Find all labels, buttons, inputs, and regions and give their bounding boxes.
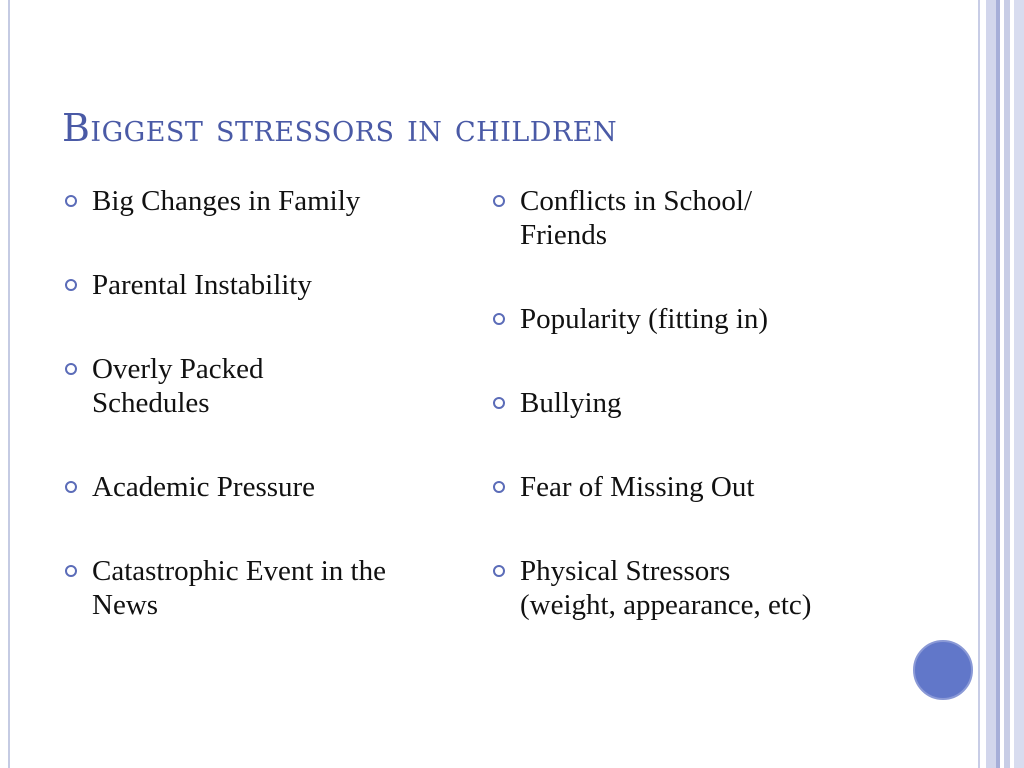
right-stripe <box>1014 0 1024 768</box>
left-border-rule <box>8 0 10 768</box>
bullet-icon <box>65 195 77 207</box>
slide-title: Biggest stressors in children <box>62 106 618 150</box>
list-item-text: Bullying <box>520 387 622 419</box>
left-bullet-list <box>62 184 442 672</box>
right-stripe <box>986 0 996 768</box>
right-stripe <box>996 0 1000 768</box>
list-item <box>490 554 830 622</box>
bullet-icon <box>65 363 77 375</box>
list-item <box>490 302 850 336</box>
bullet-icon <box>65 279 77 291</box>
list-item-text: Conflicts in School/ Friends <box>520 185 752 251</box>
bullet-icon <box>493 565 505 577</box>
list-item <box>62 268 442 302</box>
list-item-text: Physical Stressors (weight, appearance, etc) <box>520 555 812 621</box>
list-item-text: Big Changes in Family <box>92 185 361 217</box>
bullet-icon <box>65 481 77 493</box>
list-item-text: Academic Pressure <box>92 471 316 503</box>
list-item-text: Fear of Missing Out <box>520 471 755 503</box>
decorative-circle-icon <box>913 640 973 700</box>
list-item <box>490 470 850 504</box>
list-item-text: Catastrophic Event in the News <box>92 555 386 621</box>
bullet-icon <box>65 565 77 577</box>
list-item <box>62 352 322 420</box>
list-item <box>490 184 810 252</box>
list-item-text: Popularity (fitting in) <box>520 303 769 335</box>
list-item-text: Overly Packed Schedules <box>92 353 264 419</box>
list-item <box>62 554 442 622</box>
right-bullet-list <box>490 184 850 672</box>
bullet-icon <box>493 397 505 409</box>
right-stripe <box>978 0 980 768</box>
bullet-icon <box>493 195 505 207</box>
bullet-icon <box>493 313 505 325</box>
list-item-text: Parental Instability <box>92 269 312 301</box>
list-item <box>490 386 850 420</box>
list-item <box>62 184 442 218</box>
list-item <box>62 470 442 504</box>
right-stripe <box>1004 0 1010 768</box>
bullet-icon <box>493 481 505 493</box>
